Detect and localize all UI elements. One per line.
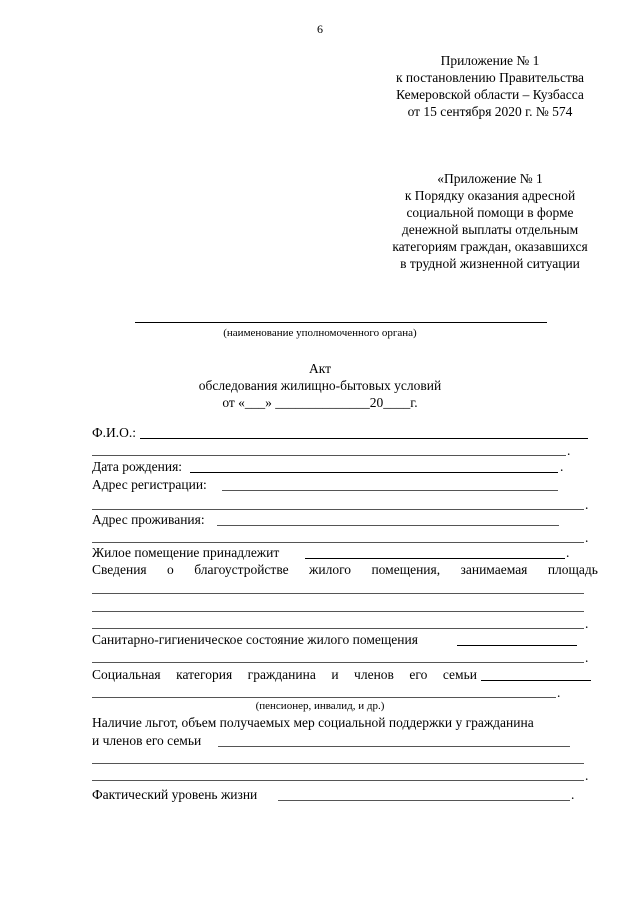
social-word: Социальная — [92, 667, 161, 682]
benefits-line-3[interactable] — [92, 780, 584, 781]
appendix-sub-line: в трудной жизненной ситуации — [400, 256, 580, 271]
amenities-line-1[interactable] — [92, 593, 584, 594]
appendix-header-line: от 15 сентября 2020 г. № 574 — [407, 104, 573, 119]
social-category-line[interactable] — [481, 680, 591, 681]
benefits-line[interactable] — [218, 746, 570, 747]
amenities-line-3[interactable] — [92, 628, 584, 629]
social-category-label — [92, 667, 477, 683]
benefits-label: Наличие льгот, объем получаемых мер социальной поддержки у гражданина — [92, 715, 534, 730]
end-dot: . — [571, 787, 575, 802]
end-dot: . — [560, 459, 564, 474]
amenities-word: жилого — [309, 562, 352, 577]
actual-level-line[interactable] — [278, 800, 570, 801]
live-address-label: Адрес проживания: — [92, 512, 205, 527]
amenities-label — [92, 562, 598, 578]
appendix-header — [370, 52, 610, 120]
sanitary-line-2[interactable] — [92, 662, 584, 663]
reg-address-line[interactable] — [222, 490, 558, 491]
end-dot: . — [557, 685, 561, 700]
act-subtitle: обследования жилищно-бытовых условий — [198, 378, 442, 393]
social-caption: (пенсионер, инвалид, и др.) — [255, 700, 385, 712]
benefits-line-2[interactable] — [92, 763, 584, 764]
amenities-line-2[interactable] — [92, 611, 584, 612]
organ-caption: (наименование уполномоченного органа) — [223, 327, 417, 339]
appendix-sub-line: категориям граждан, оказавшихся — [392, 239, 588, 254]
live-address-line-2[interactable] — [92, 542, 584, 543]
social-word: членов — [354, 667, 394, 682]
amenities-word: Сведения — [92, 562, 147, 577]
owner-label: Жилое помещение принадлежит — [92, 545, 280, 560]
appendix-sub-line: к Порядку оказания адресной — [404, 188, 576, 203]
end-dot: . — [585, 616, 589, 631]
appendix-sub-line: денежной выплаты отдельным — [401, 222, 579, 237]
birth-date-line[interactable] — [190, 472, 558, 473]
end-dot: . — [585, 650, 589, 665]
birth-date-label: Дата рождения: — [92, 459, 183, 474]
social-word: семьи — [442, 667, 477, 682]
owner-line[interactable] — [305, 558, 565, 559]
end-dot: . — [585, 768, 589, 783]
social-word: категория — [176, 667, 233, 682]
act-title: Акт — [308, 361, 332, 376]
social-word: и — [331, 667, 339, 682]
sanitary-line[interactable] — [457, 645, 577, 646]
act-date-line: от «___» ______________20____г. — [222, 395, 418, 410]
appendix-header-line: к постановлению Правительства — [395, 70, 585, 85]
appendix-sub-line: «Приложение № 1 — [437, 171, 543, 186]
sanitary-label: Санитарно-гигиеническое состояние жилого помещения — [92, 632, 418, 647]
amenities-word: о — [167, 562, 174, 577]
social-category-line-2[interactable] — [92, 697, 556, 698]
reg-address-line-2[interactable] — [92, 509, 584, 510]
social-word: гражданина — [247, 667, 316, 682]
reg-address-label: Адрес регистрации: — [92, 477, 207, 492]
live-address-line[interactable] — [217, 525, 559, 526]
end-dot: . — [566, 545, 570, 560]
amenities-word: площадь — [547, 562, 598, 577]
amenities-word: благоустройстве — [194, 562, 289, 577]
page-number: 6 — [317, 22, 323, 36]
actual-level-label: Фактический уровень жизни — [92, 787, 258, 802]
end-dot: . — [585, 497, 589, 512]
appendix-sub — [360, 170, 620, 272]
appendix-header-line: Приложение № 1 — [440, 53, 540, 68]
appendix-header-line: Кемеровской области – Кузбасса — [396, 87, 584, 102]
amenities-word: помещения, — [371, 562, 441, 577]
end-dot: . — [585, 530, 589, 545]
end-dot: . — [567, 443, 571, 458]
organ-name-line[interactable] — [135, 322, 547, 323]
benefits-label-2: и членов его семьи — [92, 733, 202, 748]
fio-line-2[interactable] — [92, 455, 566, 456]
amenities-word: занимаемая — [460, 562, 528, 577]
fio-line[interactable] — [140, 438, 588, 439]
fio-label: Ф.И.О.: — [92, 425, 137, 440]
social-word: его — [409, 667, 428, 682]
appendix-sub-line: социальной помощи в форме — [406, 205, 574, 220]
